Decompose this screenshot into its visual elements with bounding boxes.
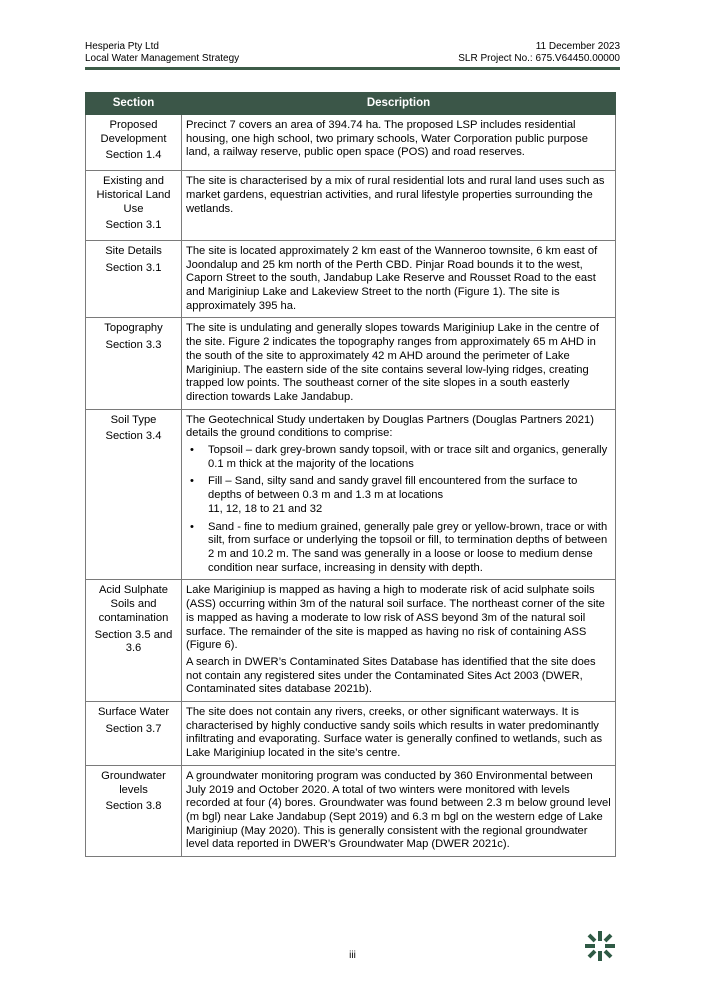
section-reference: Section 1.4 <box>105 149 162 162</box>
description-cell <box>182 409 616 580</box>
summary-table <box>85 92 616 857</box>
company-name: Hesperia Pty Ltd <box>85 41 159 52</box>
section-cell <box>86 765 182 856</box>
section-reference: Section 3.7 <box>105 722 162 735</box>
table-body <box>86 115 616 857</box>
section-title: Proposed Development <box>100 119 167 145</box>
section-title: Groundwater levels <box>101 769 166 796</box>
description-paragraph: The site does not contain any rivers, creeks, or other significant waterways. It is characterised by highly conductive sandy soils which results in water predominantly infiltrating and evaporating. Surface water is generally confined to wetlands, such as Lake Mariginiup located in the site’s centre. <box>186 706 603 760</box>
list-item-text: Sand - fine to medium grained, generally pale grey or yellow-brown, trace or with silt, from surface or underlying the topsoil or fill, to termination depths of between 2 m and 10.2 m. The sand was generally in a loose or loose to medium dense condition near surface, increasing in density with depth. <box>208 520 608 574</box>
section-title: Soil Type <box>110 413 157 426</box>
section-title: Topography <box>104 322 163 335</box>
section-cell <box>86 580 182 702</box>
section-title: Acid Sulphate Soils and contamination <box>98 584 169 624</box>
bullet-list <box>186 444 611 575</box>
list-item <box>186 521 611 576</box>
document-date: 11 December 2023 <box>535 41 620 52</box>
description-paragraph: Lake Mariginiup is mapped as having a high to moderate risk of acid sulphate soils (ASS) occurring within 3m of the natural soil surface. The northeast corner of the site is mapped as having a moderate to low risk of ASS beyond 3m of the natural soil surface. The remainder of the site is mapped as having no risk of containing ASS (Figure 6). <box>186 584 605 652</box>
section-cell <box>86 240 182 318</box>
table-row <box>86 318 616 409</box>
header-divider <box>85 67 620 70</box>
list-item-text: Fill – Sand, silty sand and sandy gravel fill encountered from the surface to depths of between 0.3 m and 1.3 m at locations 11, 12, 18 to 21 and 32 <box>208 475 578 515</box>
page-number: iii <box>349 950 356 961</box>
column-header-description: Description <box>182 93 616 115</box>
table-row <box>86 409 616 580</box>
table-row <box>86 702 616 766</box>
description-paragraph: The site is located approximately 2 km east of the Wanneroo townsite, 6 km east of Joondalup and 25 km north of the Perth CBD. Pinjar Road bounds it to the west, Caporn Street to the south, Jandabup Lake Reserve and Rousset Road to the east and Mariginiup Lake and Lakeview Street to the north (Figure 1). The site is approximately 395 ha. <box>186 244 598 312</box>
list-item <box>186 444 611 471</box>
table-header-row <box>86 93 616 115</box>
section-title: Surface Water <box>97 706 170 719</box>
section-reference: Section 3.1 <box>105 261 162 274</box>
table-row <box>86 115 616 171</box>
bullet-icon: • <box>190 444 194 457</box>
section-cell <box>86 318 182 409</box>
description-paragraph: The site is undulating and generally slopes towards Mariginiup Lake in the centre of the site. Figure 2 indicates the topography ranges from approximately 65 m AHD in the south of the site to approximately 42 m AHD around the perimeter of Lake Mariginiup. The eastern side of the site contains several low-lying ridges, creating trapped low points. The southeast corner of the site slopes in a south easterly direction towards Lake Jandabup. <box>186 322 599 403</box>
table-row <box>86 171 616 241</box>
section-cell <box>86 115 182 171</box>
section-title: Site Details <box>105 244 162 257</box>
description-paragraph: A search in DWER’s Contaminated Sites Database has identified that the site does not contain any registered sites under the Contaminated Sites Act 2003 (DWER, Contaminated sites database 2021b). <box>186 655 596 696</box>
description-cell <box>182 318 616 409</box>
section-reference: Section 3.3 <box>105 339 162 352</box>
description-paragraph: Precinct 7 covers an area of 394.74 ha. The proposed LSP includes residential housing, one high school, two primary schools, Water Corporation public purpose land, a railway reserve, public open space (POS) and road reserves. <box>186 119 588 159</box>
description-paragraph: The Geotechnical Study undertaken by Douglas Partners (Douglas Partners 2021) details the ground conditions to comprise: <box>186 413 594 440</box>
logo-mark <box>585 931 615 961</box>
section-title: Existing and Historical Land Use <box>96 175 171 215</box>
section-reference: Section 3.4 <box>105 430 162 443</box>
description-cell <box>182 171 616 241</box>
section-cell <box>86 702 182 766</box>
description-cell <box>182 115 616 171</box>
section-cell <box>86 171 182 241</box>
table-row <box>86 765 616 856</box>
document-title: Local Water Management Strategy <box>85 53 240 64</box>
list-item-text: Topsoil – dark grey-brown sandy topsoil, with or trace silt and organics, generally 0.1 m thick at the majority of the locations <box>208 444 608 470</box>
description-paragraph: The site is characterised by a mix of rural residential lots and rural land uses such as market gardens, equestrian activities, and rural lifestyle properties surrounding the wetlands. <box>186 175 605 215</box>
list-item <box>186 475 611 516</box>
description-cell <box>182 580 616 702</box>
bullet-icon: • <box>190 475 194 488</box>
table-row <box>86 240 616 318</box>
description-cell <box>182 702 616 766</box>
section-reference: Section 3.8 <box>105 800 162 813</box>
slr-logo-icon <box>582 928 618 964</box>
description-cell <box>182 240 616 318</box>
section-cell <box>86 409 182 580</box>
table-row <box>86 580 616 702</box>
column-header-section: Section <box>86 93 182 115</box>
section-reference: Section 3.5 and 3.6 <box>94 628 173 655</box>
page-header <box>85 41 620 65</box>
description-cell <box>182 765 616 856</box>
section-reference: Section 3.1 <box>105 219 162 232</box>
project-number: SLR Project No.: 675.V64450.00000 <box>458 53 620 64</box>
bullet-icon: • <box>190 520 194 533</box>
description-paragraph: A groundwater monitoring program was conducted by 360 Environmental between July 2019 and October 2020. A total of two winters were monitored with levels recorded at four (4) bores. Groundwater was found between 2.3 m below ground level (m bgl) near Lake Jandabup (Sept 2019) and 6.3 m bgl on the western edge of Lake Mariginiup (May 2020). This is generally consistent with the regional groundwater level data reported in DWER’s Groundwater Map (DWER 2021c). <box>186 769 611 851</box>
